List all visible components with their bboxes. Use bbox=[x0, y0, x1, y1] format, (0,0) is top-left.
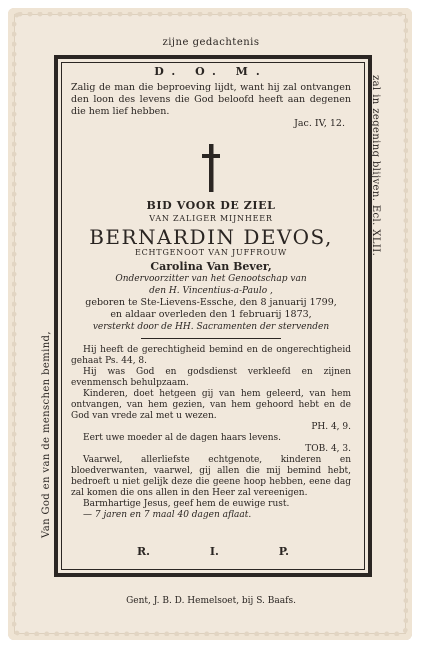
prayer-heading: BID VOOR DE ZIEL bbox=[146, 199, 276, 212]
rip-letter: R. bbox=[137, 545, 151, 558]
paragraph: Barmhartige Jesus, geef hem de euwige rust. bbox=[83, 499, 290, 509]
verse-reference: Jac. IV, 12. bbox=[294, 118, 345, 129]
divider bbox=[141, 338, 281, 339]
spouse-prefix: ECHTGENOOT VAN JUFFROUW bbox=[134, 248, 288, 257]
death-line: en aldaar overleden den 1 februarij 1873, bbox=[110, 309, 312, 320]
birth-line: geboren te Ste-Lievens-Essche, den 8 januarij 1799, bbox=[85, 297, 337, 308]
sacraments-line: versterkt door de HH. Sacramenten der stervenden bbox=[92, 322, 330, 332]
title-prefix: VAN ZALIGER MIJNHEER bbox=[149, 214, 273, 223]
paragraph: Hij was God en godsdienst verkleefd en zijnen evenmensch behulpzaam. bbox=[71, 367, 351, 388]
reference: PH. 4, 9. bbox=[311, 422, 351, 432]
top-caption: zijne gedachtenis bbox=[162, 37, 260, 48]
rip-line bbox=[54, 545, 372, 558]
rip-letter: I. bbox=[209, 545, 219, 558]
card-content bbox=[71, 66, 351, 521]
bible-verse: Zalig de man die beproeving lijdt, want hij zal ontvangen den loon des levens die God beloofd heeft aan degenen die hem lief hebben. bbox=[71, 82, 351, 117]
paragraph: Vaarwel, allerliefste echtgenote, kinderen en bloedverwanten, vaarwel, gij allen die mij bemind hebt, bedroeft u niet gelijk deze die geene hoop hebben, eene dag zal komen die ons allen in den Heer zal vereenigen. bbox=[71, 455, 351, 498]
side-text-right: zal in zegening blijven. Ecl. XLII. bbox=[370, 75, 381, 257]
printer-line: Gent, J. B. D. Hemelsoet, bij S. Baafs. bbox=[126, 596, 296, 606]
rip-letter: P. bbox=[278, 545, 289, 558]
dom-heading: D. O. M. bbox=[154, 65, 268, 78]
paragraph: Eert uwe moeder al de dagen haars levens. bbox=[83, 433, 282, 443]
deceased-name: BERNARDIN DEVOS, bbox=[89, 225, 333, 249]
role-line-1: Ondervoorzitter van het Genootschap van bbox=[115, 274, 307, 284]
cross-icon bbox=[201, 144, 221, 192]
spouse-name: Carolina Van Bever, bbox=[150, 260, 272, 273]
reference: TOB. 4, 3. bbox=[305, 444, 351, 454]
paragraph: Hij heeft de gerechtigheid bemind en de ongerechtigheid gehaat Ps. 44, 8. bbox=[71, 345, 351, 366]
side-text-left: Van God en van de menschen bemind, bbox=[41, 331, 52, 538]
role-line-2: den H. Vincentius-a-Paulo , bbox=[149, 286, 273, 296]
paragraph: Kinderen, doet hetgeen gij van hem geleerd, van hem ontvangen, van hem gezien, van hem gehoord hebt en de God van vrede zal met u wezen. bbox=[71, 389, 351, 421]
memorial-text bbox=[71, 345, 351, 521]
indulgence-line: — 7 jaren en 7 maal 40 dagen aflaat. bbox=[83, 510, 252, 520]
